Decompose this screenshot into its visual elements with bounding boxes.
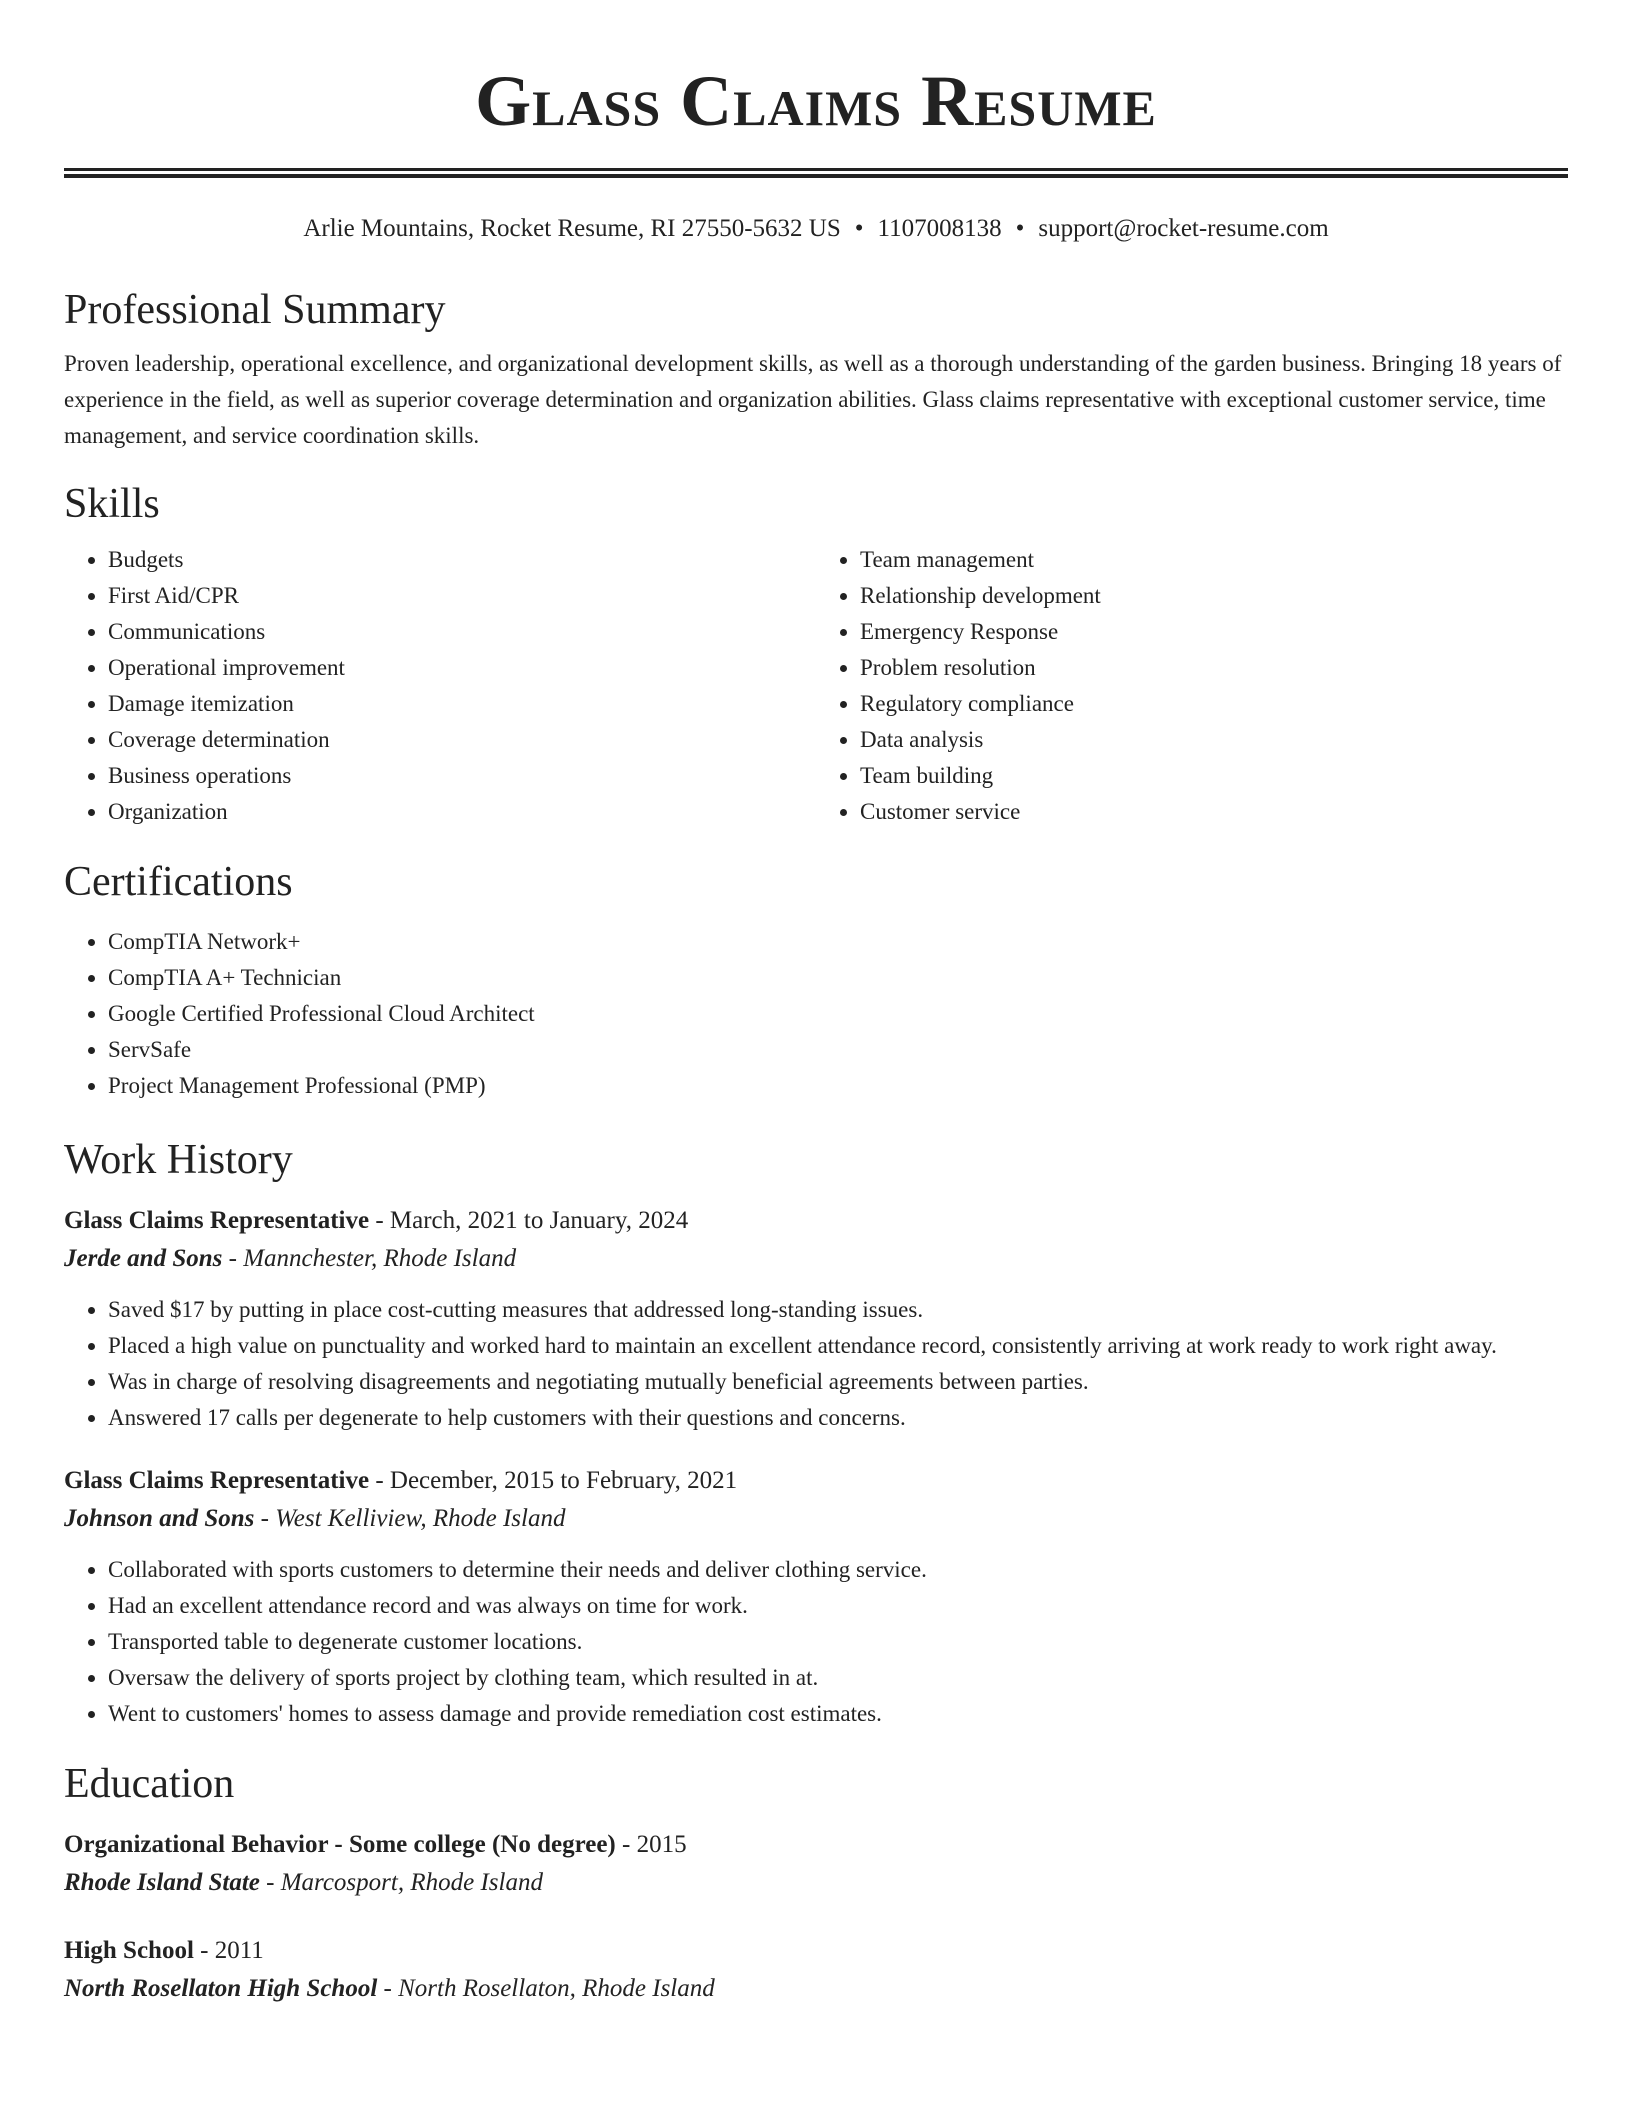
skill-item: • Relationship development: [860, 578, 1568, 614]
education-entry: [64, 1932, 1568, 2008]
job-bullet: • Answered 17 calls per degenerate to help customers with their questions and concerns.: [108, 1400, 1568, 1436]
employer-location: - West Kelliview, Rhode Island: [254, 1505, 566, 1532]
work-history-heading: Work History: [64, 1137, 293, 1183]
summary-heading: Professional Summary: [64, 287, 446, 333]
certifications-list: [64, 924, 1568, 1104]
job-entry: [64, 1462, 1568, 1732]
certification-item: • Google Certified Professional Cloud Architect: [108, 996, 1568, 1032]
skill-item: • Organization: [108, 794, 816, 830]
skill-item: • Budgets: [108, 542, 816, 578]
skill-item: • Coverage determination: [108, 722, 816, 758]
degree-name: Organizational Behavior - Some college (No degree): [64, 1831, 616, 1858]
job-bullet: • Transported table to degenerate customer locations.: [108, 1624, 1568, 1660]
employer-location: - Mannchester, Rhode Island: [222, 1245, 517, 1272]
job-bullets: [64, 1292, 1568, 1436]
skill-item: • Business operations: [108, 758, 816, 794]
school-location: - North Rosellaton, Rhode Island: [377, 1975, 715, 2002]
job-bullet: • Was in charge of resolving disagreements and negotiating mutually beneficial agreements between parties.: [108, 1364, 1568, 1400]
summary-text: Proven leadership, operational excellence, and organizational development skills, as well as a thorough understanding of the garden business. Bringing 18 years of experience in the field, as well as superior coverage determination and organization abilities. Glass claims representative with exceptional customer service, time management, and service coordination skills.: [64, 351, 1562, 448]
degree-year: - 2011: [193, 1937, 264, 1964]
degree-line: [64, 1932, 1568, 1970]
job-bullet: • Collaborated with sports customers to determine their needs and deliver clothing service.: [108, 1552, 1568, 1588]
school-location: - Marcosport, Rhode Island: [259, 1869, 543, 1896]
title-divider: [64, 168, 1568, 178]
job-title: Glass Claims Representative: [64, 1467, 370, 1494]
skill-item: • Customer service: [860, 794, 1568, 830]
job-bullet: • Placed a high value on punctuality and worked hard to maintain an excellent attendance record, consistently arriving at work ready to work right away.: [108, 1328, 1568, 1364]
certification-item: • CompTIA A+ Technician: [108, 960, 1568, 996]
education-heading: Education: [64, 1761, 235, 1807]
skill-item: • Data analysis: [860, 722, 1568, 758]
skill-item: • Communications: [108, 614, 816, 650]
skill-item: • Damage itemization: [108, 686, 816, 722]
job-bullet: • Went to customers' homes to assess damage and provide remediation cost estimates.: [108, 1696, 1568, 1732]
certification-item: • CompTIA Network+: [108, 924, 1568, 960]
employer-name: Johnson and Sons: [64, 1505, 255, 1532]
employer-line: [64, 1240, 1568, 1278]
degree-name: High School: [64, 1937, 194, 1964]
education-entry: [64, 1826, 1568, 1902]
certification-item: • Project Management Professional (PMP): [108, 1068, 1568, 1104]
skill-item: • Problem resolution: [860, 650, 1568, 686]
job-bullet: • Oversaw the delivery of sports project by clothing team, which resulted in at.: [108, 1660, 1568, 1696]
contact-line: [64, 212, 1568, 246]
school-line: [64, 1970, 1568, 2008]
job-entry: [64, 1202, 1568, 1436]
certifications-heading: Certifications: [64, 859, 293, 905]
skill-item: • Operational improvement: [108, 650, 816, 686]
job-bullets: [64, 1552, 1568, 1732]
skills-column-right: [816, 542, 1568, 830]
job-title: Glass Claims Representative: [64, 1207, 370, 1234]
contact-address: Arlie Mountains, Rocket Resume, RI 27550-5632 US: [303, 215, 841, 242]
contact-separator: •: [1015, 215, 1025, 242]
skills-list: [64, 542, 1568, 830]
contact-separator: •: [854, 215, 864, 242]
school-name: Rhode Island State: [64, 1869, 260, 1896]
skills-heading: Skills: [64, 481, 160, 527]
job-title-line: [64, 1202, 1568, 1240]
skill-item: • Emergency Response: [860, 614, 1568, 650]
contact-email: support@rocket-resume.com: [1038, 215, 1329, 242]
school-name: North Rosellaton High School: [64, 1975, 378, 2002]
degree-year: - 2015: [615, 1831, 687, 1858]
skill-item: • First Aid/CPR: [108, 578, 816, 614]
skills-column-left: [64, 542, 816, 830]
job-title-line: [64, 1462, 1568, 1500]
school-line: [64, 1864, 1568, 1902]
job-dates: - December, 2015 to February, 2021: [369, 1467, 738, 1494]
skill-item: • Team management: [860, 542, 1568, 578]
employer-name: Jerde and Sons: [64, 1245, 223, 1272]
job-dates: - March, 2021 to January, 2024: [369, 1207, 689, 1234]
degree-line: [64, 1826, 1568, 1864]
employer-line: [64, 1500, 1568, 1538]
skill-item: • Regulatory compliance: [860, 686, 1568, 722]
certification-item: • ServSafe: [108, 1032, 1568, 1068]
skill-item: • Team building: [860, 758, 1568, 794]
job-bullet: • Saved $17 by putting in place cost-cutting measures that addressed long-standing issues.: [108, 1292, 1568, 1328]
contact-phone: 1107008138: [877, 215, 1002, 242]
job-bullet: • Had an excellent attendance record and was always on time for work.: [108, 1588, 1568, 1624]
page-title: Glass Claims Resume: [475, 61, 1157, 141]
